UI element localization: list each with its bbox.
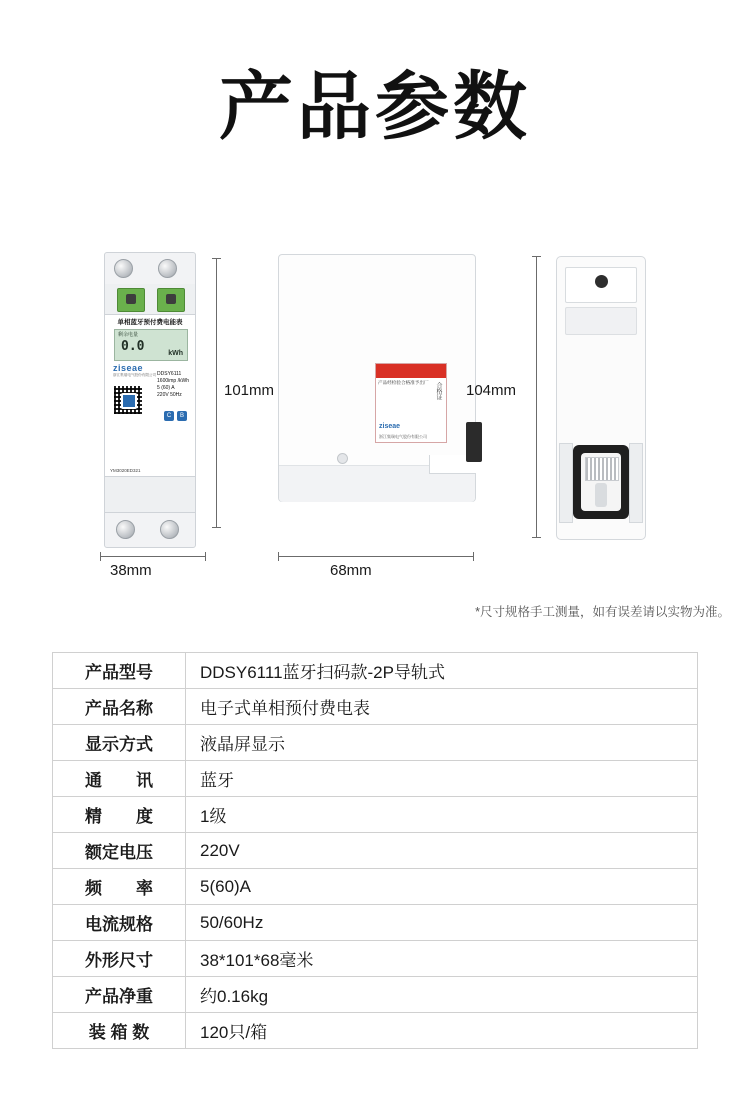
dimension-line-width [100, 556, 206, 557]
screw-icon [114, 259, 133, 278]
lcd-label: 剩余电量 [118, 332, 139, 338]
table-row [53, 797, 698, 833]
product-photo-area [0, 240, 750, 590]
table-row [53, 1013, 698, 1049]
certificate-label-title: 合格证 [435, 382, 441, 400]
terminal-connector [157, 288, 185, 312]
lcd-value: 0.0 [121, 339, 145, 354]
spec-value: 1级 [186, 797, 698, 833]
dimension-width: 38mm [110, 562, 152, 579]
spec-key: 装 箱 数 [53, 1013, 186, 1049]
spec-table [52, 652, 698, 1049]
ce-icon: C [164, 411, 174, 421]
brand-logo: ziseae [113, 363, 144, 373]
meter-back-view [556, 256, 644, 538]
certificate-label [375, 363, 447, 443]
spec-value: 液晶屏显示 [186, 725, 698, 761]
table-row [53, 689, 698, 725]
back-hole-icon [595, 275, 608, 288]
brand-company: 浙江集瑞电气股份有限公司 [113, 373, 157, 377]
table-row [53, 833, 698, 869]
side-din-clip [466, 422, 482, 462]
meter-front-view [96, 252, 201, 548]
table-row [53, 653, 698, 689]
spec-model: DDSY6111 [157, 371, 182, 377]
front-face-panel [104, 314, 196, 478]
spec-table-body [53, 653, 698, 1049]
dimension-line-height-front [216, 258, 217, 528]
screw-icon [116, 520, 135, 539]
certificate-label-brand: ziseae [379, 423, 401, 430]
dimension-depth: 68mm [330, 562, 372, 579]
spec-key: 精 度 [53, 797, 186, 833]
table-row [53, 869, 698, 905]
lcd-unit: kWh [168, 350, 183, 357]
front-terminal-block [104, 284, 196, 314]
bluetooth-icon: B [177, 411, 187, 421]
meter-side-view [278, 254, 474, 540]
spec-key: 外形尺寸 [53, 941, 186, 977]
spec-value: 蓝牙 [186, 761, 698, 797]
spec-value: 约0.16kg [186, 977, 698, 1013]
certification-icons [164, 411, 187, 421]
qr-code-logo [121, 393, 137, 409]
spec-value: 120只/箱 [186, 1013, 698, 1049]
front-panel-title: 单相蓝牙预付费电能表 [117, 319, 183, 326]
spec-key: 产品净重 [53, 977, 186, 1013]
certificate-label-company: 浙江集瑞电气股份有限公司 [379, 434, 427, 439]
back-body [556, 256, 646, 540]
spec-imp: 1600imp /kWh [157, 378, 189, 384]
side-hole [337, 453, 348, 464]
side-body [278, 254, 476, 502]
serial-number: YM3020ED321 [110, 468, 141, 473]
spec-key: 电流规格 [53, 905, 186, 941]
spec-key: 通 讯 [53, 761, 186, 797]
dimension-height-front: 101mm [224, 382, 275, 399]
table-row [53, 941, 698, 977]
table-row [53, 761, 698, 797]
spec-key: 额定电压 [53, 833, 186, 869]
front-lower-terminal [104, 476, 196, 514]
page-title: 产品参数 [219, 64, 531, 150]
front-spec-text [157, 371, 189, 399]
spec-key: 产品名称 [53, 689, 186, 725]
spec-value: 50/60Hz [186, 905, 698, 941]
spec-value: 5(60)A [186, 869, 698, 905]
spec-key: 频 率 [53, 869, 186, 905]
back-wing-right [629, 443, 643, 523]
table-row [53, 977, 698, 1013]
dimension-line-height-back [536, 256, 537, 538]
spec-value: 电子式单相预付费电表 [186, 689, 698, 725]
spec-value: DDSY6111蓝牙扫码款-2P导轨式 [186, 653, 698, 689]
spec-current: 5 (60) A [157, 385, 175, 391]
screw-icon [158, 259, 177, 278]
screw-icon [160, 520, 179, 539]
certificate-label-header [376, 364, 446, 378]
back-clip-slot [595, 483, 607, 507]
dimension-line-depth [278, 556, 474, 557]
terminal-connector [117, 288, 145, 312]
back-wing-left [559, 443, 573, 523]
table-row [53, 905, 698, 941]
back-spring [585, 457, 619, 481]
dimension-height-back: 104mm [466, 382, 517, 399]
spec-value: 38*101*68毫米 [186, 941, 698, 977]
spec-voltage: 220V 50Hz [157, 392, 182, 398]
back-mid-slot [565, 307, 637, 335]
table-row [53, 725, 698, 761]
spec-key: 显示方式 [53, 725, 186, 761]
spec-value: 220V [186, 833, 698, 869]
lcd-screen [114, 329, 188, 361]
spec-key: 产品型号 [53, 653, 186, 689]
certificate-label-body: 产品经检验合格准予出厂 [378, 380, 429, 385]
measurement-note: *尺寸规格手工测量，如有误差请以实物为准。 [475, 605, 730, 619]
